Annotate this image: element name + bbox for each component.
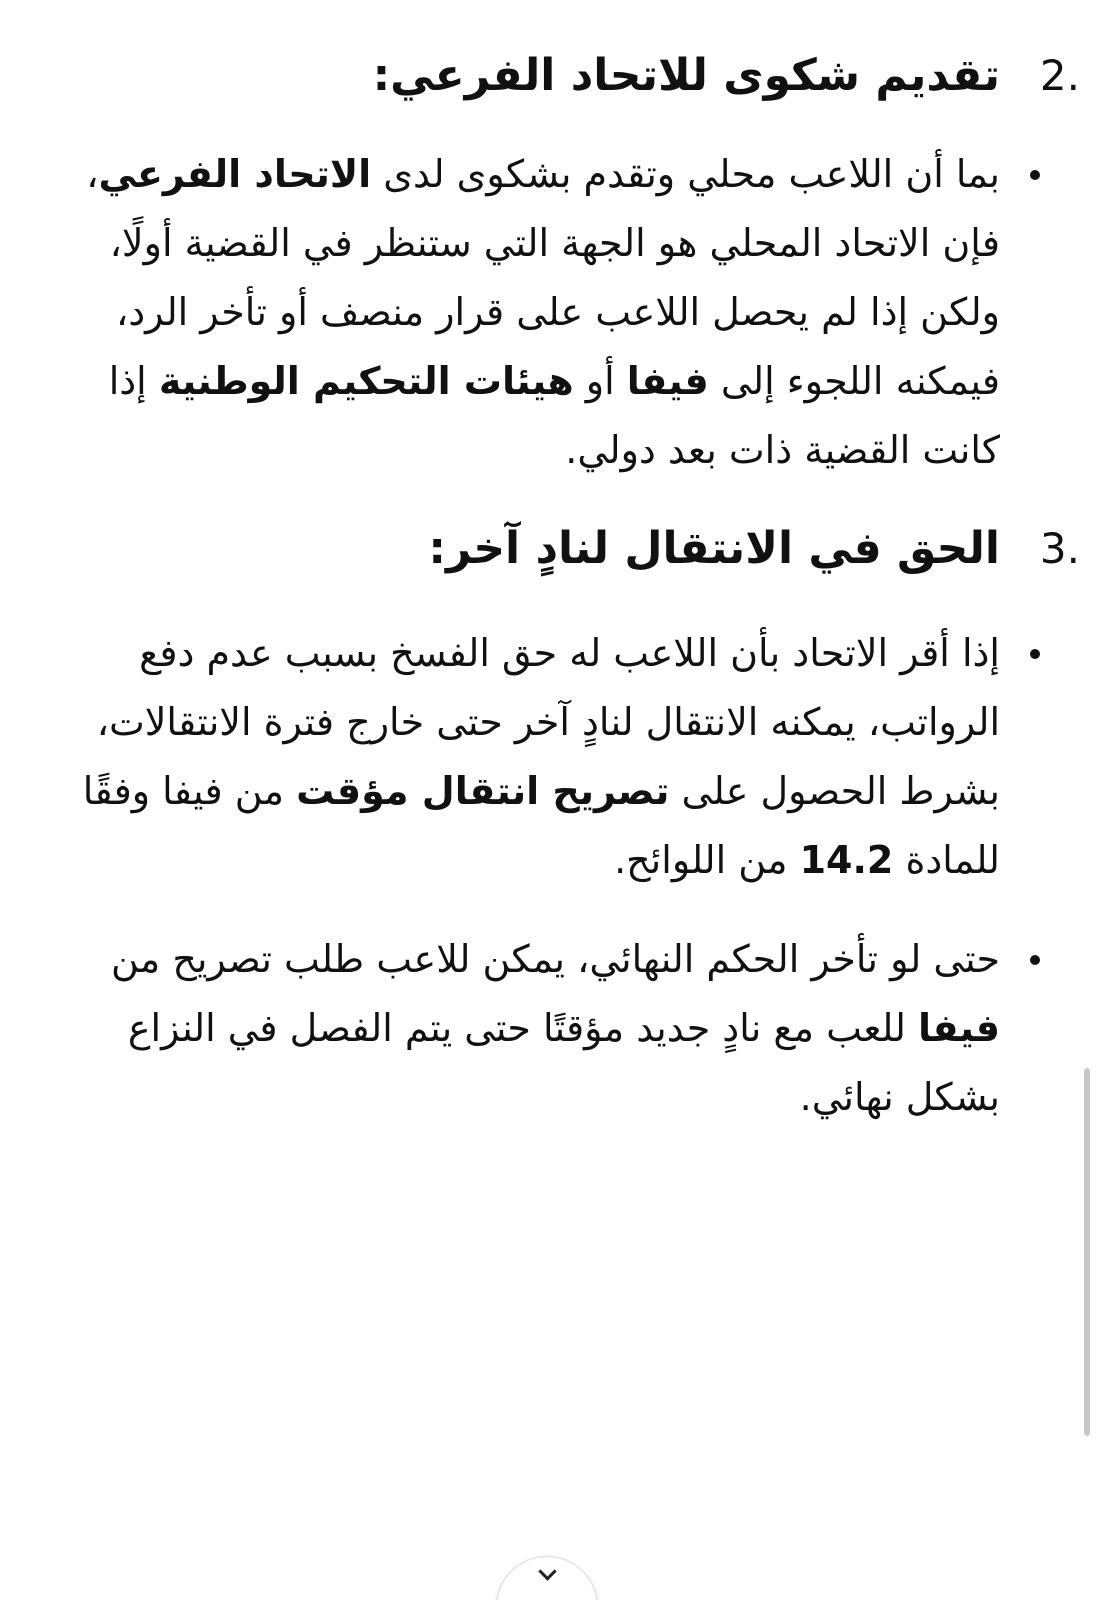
text-run: بما أن اللاعب محلي وتقدم بشكوى لدى bbox=[371, 152, 1000, 196]
arrow-down-icon bbox=[538, 1562, 556, 1580]
scroll-down-button[interactable] bbox=[496, 1556, 598, 1600]
list-item bbox=[58, 925, 1000, 1132]
bold-text: فيفا bbox=[917, 1006, 1000, 1050]
text-run: أو bbox=[573, 359, 627, 403]
bold-text: هيئات التحكيم الوطنية bbox=[158, 359, 574, 403]
bullet-icon bbox=[1030, 955, 1040, 965]
list-item bbox=[58, 619, 1000, 895]
heading-text: تقديم شكوى للاتحاد الفرعي: bbox=[372, 50, 1000, 101]
text-run: إذا كانت القضية ذات بعد دولي. bbox=[108, 359, 1000, 472]
section-heading bbox=[58, 46, 1080, 106]
message-content bbox=[58, 28, 1080, 1162]
bullet-list bbox=[58, 619, 1000, 1132]
text-run: من اللوائح. bbox=[614, 838, 800, 882]
text-run: من فيفا وفقًا للمادة bbox=[82, 769, 1000, 882]
text-run: للعب مع نادٍ جديد مؤقتًا حتى يتم الفصل في النزاع بشكل نهائي. bbox=[127, 1006, 1000, 1119]
bold-text: تصريح انتقال مؤقت bbox=[296, 769, 670, 813]
section-heading bbox=[58, 519, 1080, 579]
bullet-icon bbox=[1030, 170, 1040, 180]
text-run: إذا أقر الاتحاد بأن اللاعب له حق الفسخ بسبب عدم دفع الرواتب، يمكنه الانتقال لنادٍ آخر حتى خارج فترة الانتقالات، بشرط الحصول على bbox=[96, 631, 1000, 813]
bold-text: الاتحاد الفرعي bbox=[98, 152, 372, 196]
scrollbar[interactable] bbox=[1084, 1068, 1090, 1436]
heading-text: الحق في الانتقال لنادٍ آخر: bbox=[428, 523, 1000, 574]
list-item bbox=[58, 140, 1000, 485]
list-number: 2. bbox=[1039, 51, 1080, 100]
text-run: ، فإن الاتحاد المحلي هو الجهة التي ستنظر في القضية أولًا، ولكن إذا لم يحصل اللاعب على قرار منصف أو تأخر الرد، فيمكنه اللجوء إلى bbox=[86, 152, 1000, 403]
bold-text: فيفا bbox=[626, 359, 709, 403]
bold-text: 14.2 bbox=[799, 838, 894, 882]
bullet-icon bbox=[1030, 649, 1040, 659]
bullet-list bbox=[58, 140, 1000, 485]
list-number: 3. bbox=[1039, 524, 1080, 573]
text-run: حتى لو تأخر الحكم النهائي، يمكن للاعب طلب تصريح من bbox=[110, 937, 1000, 981]
